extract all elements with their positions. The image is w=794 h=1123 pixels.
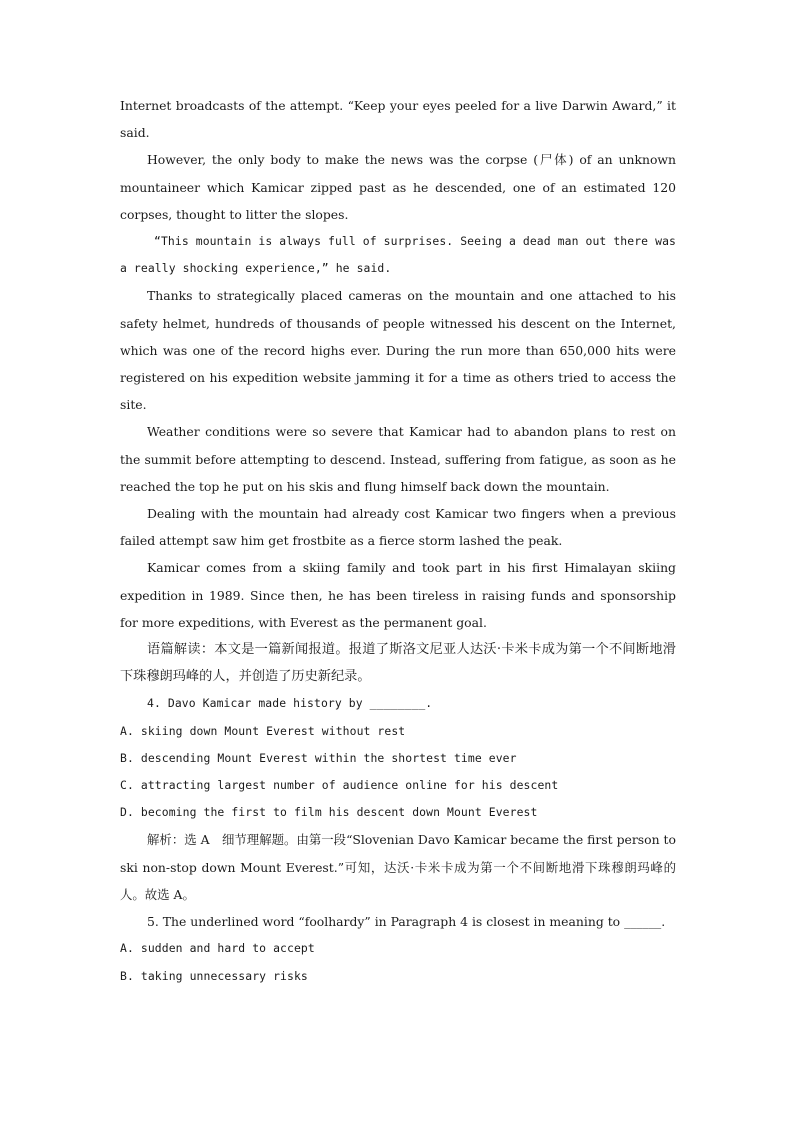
article-paragraph-5: Weather conditions were so severe that Kamicar had to abandon plans to rest on the summit before attempting to descend. Instead, suffering from fatigue, as soon as he reached the top he put on his skis and flung himself back down the mountain. (120, 424, 676, 494)
page-content (120, 92, 676, 990)
article-paragraph-7: Kamicar comes from a skiing family and took part in his first Himalayan skiing expedition in 1989. Since then, he has been tireless in raising funds and sponsorship for more expeditions, with Everest as the permanent goal. (120, 560, 676, 630)
question-4-analysis: 解析：选 A 细节理解题。由第一段“Slovenian Davo Kamicar became the first person to ski non-stop down Mount Everest.”可知，达沃·卡米卡成为第一个不间断地滑下珠穆朗玛峰的人。故选 A。 (120, 832, 676, 902)
reading-note: 语篇解读：本文是一篇新闻报道。报道了斯洛文尼亚人达沃·卡米卡成为第一个不间断地滑下珠穆朗玛峰的人，并创造了历史新纪录。 (120, 642, 676, 685)
article-paragraph-2: However, the only body to make the news was the corpse (尸体) of an unknown mountaineer which Kamicar zipped past as he descended, one of an estimated 120 corpses, thought to litter the slopes. (120, 152, 676, 222)
question-5-stem: 5. The underlined word “foolhardy” in Paragraph 4 is closest in meaning to ______. (147, 914, 666, 930)
article-paragraph-4: Thanks to strategically placed cameras on the mountain and one attached to his safety helmet, hundreds of thousands of people witnessed his descent on the Internet, which was one of the record highs ever. During the run more than 650,000 hits were registered on his expedition website jamming it for a time as others tried to access the site. (120, 288, 676, 413)
question-4-option-b: B. descending Mount Everest within the shortest time ever (120, 750, 517, 765)
question-4-option-d: D. becoming the first to film his descent down Mount Everest (120, 805, 538, 820)
question-4-stem: 4. Davo Kamicar made history by ________. (147, 696, 433, 711)
article-paragraph-3: “This mountain is always full of surprises. Seeing a dead man out there was a really shocking experience,” he said. (120, 234, 676, 276)
article-paragraph-1: Internet broadcasts of the attempt. “Keep your eyes peeled for a live Darwin Award,” it said. (120, 98, 676, 141)
question-4-option-a: A. skiing down Mount Everest without rest (120, 723, 406, 738)
question-5-option-a: A. sudden and hard to accept (120, 941, 315, 956)
article-paragraph-6: Dealing with the mountain had already cost Kamicar two fingers when a previous failed attempt saw him get frostbite as a fierce storm lashed the peak. (120, 506, 676, 549)
question-5-option-b: B. taking unnecessary risks (120, 968, 308, 983)
question-4-option-c: C. attracting largest number of audience online for his descent (120, 778, 559, 793)
